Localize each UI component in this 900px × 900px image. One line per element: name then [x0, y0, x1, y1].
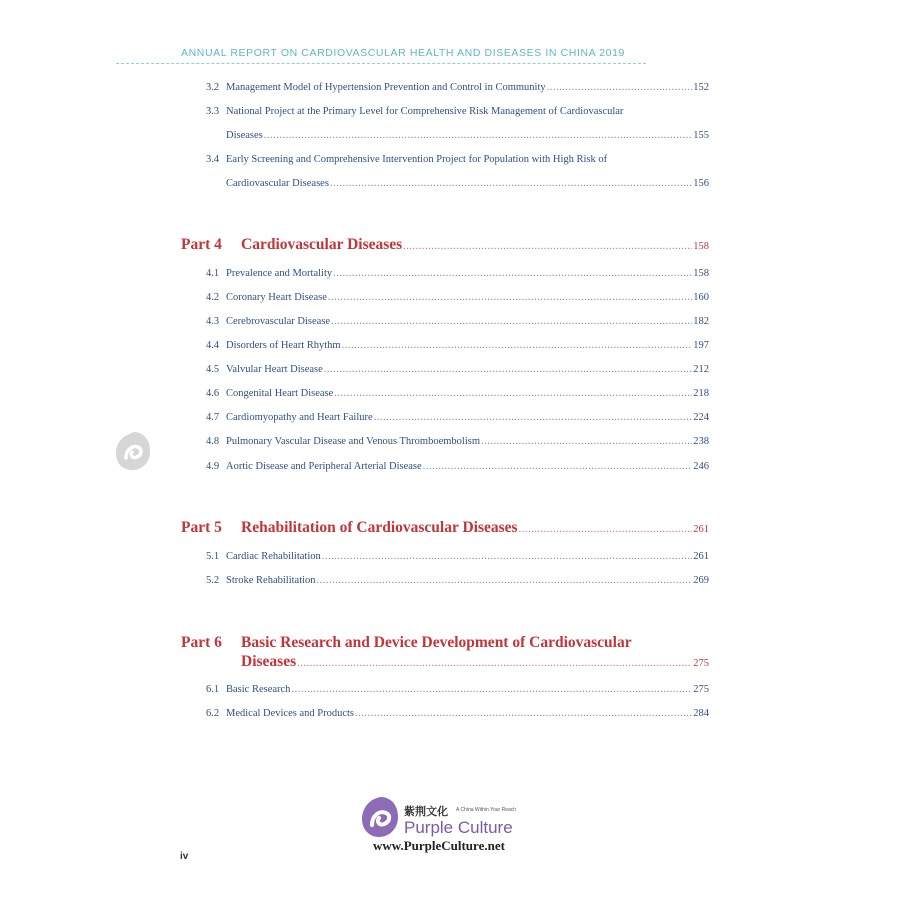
part-title-continuation: Diseases	[241, 653, 297, 670]
toc-part-5-heading[interactable]	[181, 519, 709, 539]
toc-entry-4-8[interactable]	[206, 436, 709, 452]
toc-entry-3-3[interactable]	[206, 106, 709, 122]
dot-leader	[334, 388, 692, 399]
entry-title: Aortic Disease and Peripheral Arterial Disease	[226, 461, 422, 472]
entry-title: Coronary Heart Disease	[226, 292, 327, 303]
entry-page: 261	[693, 551, 709, 562]
entry-title: Pulmonary Vascular Disease and Venous Thromboembolism	[226, 436, 481, 447]
entry-title-continuation: Cardiovascular Diseases	[226, 178, 329, 189]
entry-title: Basic Research	[226, 684, 291, 695]
toc-entry-5-1[interactable]	[206, 551, 709, 567]
entry-title: Cardiomyopathy and Heart Failure	[226, 412, 373, 423]
entry-page: 275	[693, 684, 709, 695]
dot-leader	[547, 82, 693, 93]
entry-page: 197	[693, 340, 709, 351]
toc-entry-3-4-continuation[interactable]	[226, 178, 709, 194]
dot-leader	[481, 436, 692, 447]
watermark-url: www.PurpleCulture.net	[373, 838, 505, 853]
header-dashed-rule	[116, 63, 646, 64]
toc-entry-4-6[interactable]	[206, 388, 709, 404]
entry-page: 212	[693, 364, 709, 375]
entry-number: 4.9	[206, 461, 220, 472]
entry-title: Disorders of Heart Rhythm	[226, 340, 341, 351]
dot-leader	[330, 178, 692, 189]
toc-part-4-heading[interactable]	[181, 236, 709, 256]
dot-leader	[374, 412, 693, 423]
dot-leader	[403, 241, 692, 252]
toc-entry-4-5[interactable]	[206, 364, 709, 380]
part-title: Basic Research and Device Development of Cardiovascular	[241, 634, 632, 651]
entry-page: 218	[693, 388, 709, 399]
entry-title: Congenital Heart Disease	[226, 388, 334, 399]
entry-title: Stroke Rehabilitation	[226, 575, 316, 586]
watermark-tagline: A China Within Your Reach	[456, 807, 517, 813]
toc-entry-4-9[interactable]	[206, 461, 709, 477]
dot-leader	[264, 130, 693, 141]
entry-title: Cardiac Rehabilitation	[226, 551, 321, 562]
entry-title: National Project at the Primary Level for Comprehensive Risk Management of Cardiovascular	[226, 106, 624, 117]
entry-number: 3.2	[206, 82, 220, 93]
entry-page: 269	[693, 575, 709, 586]
entry-title: Valvular Heart Disease	[226, 364, 323, 375]
part-label: Part 4	[181, 236, 222, 253]
part-page: 275	[693, 658, 709, 669]
entry-page: 160	[693, 292, 709, 303]
entry-number: 3.3	[206, 106, 220, 117]
dot-leader	[297, 658, 692, 669]
entry-number: 3.4	[206, 154, 220, 165]
entry-number: 4.4	[206, 340, 220, 351]
entry-number: 4.3	[206, 316, 220, 327]
watermark-brand: Purple Culture	[404, 818, 513, 837]
entry-number: 5.2	[206, 575, 220, 586]
dot-leader	[317, 575, 693, 586]
entry-page: 156	[693, 178, 709, 189]
toc-entry-4-4[interactable]	[206, 340, 709, 356]
part-label: Part 6	[181, 634, 222, 651]
dot-leader	[355, 708, 692, 719]
entry-title: Medical Devices and Products	[226, 708, 355, 719]
page-number: iv	[180, 851, 189, 862]
entry-page: 182	[693, 316, 709, 327]
entry-number: 6.1	[206, 684, 220, 695]
entry-number: 5.1	[206, 551, 220, 562]
toc-entry-3-3-continuation[interactable]	[226, 130, 709, 146]
entry-title: Cerebrovascular Disease	[226, 316, 331, 327]
entry-page: 246	[693, 461, 709, 472]
toc-entry-6-2[interactable]	[206, 708, 709, 724]
toc-entry-5-2[interactable]	[206, 575, 709, 591]
part-label: Part 5	[181, 519, 222, 536]
entry-number: 4.6	[206, 388, 220, 399]
entry-number: 4.1	[206, 268, 220, 279]
toc-entry-4-3[interactable]	[206, 316, 709, 332]
dot-leader	[519, 524, 693, 535]
side-watermark-logo-icon	[114, 430, 152, 472]
purple-culture-logo-icon	[360, 795, 400, 839]
part-title: Rehabilitation of Cardiovascular Diseases	[241, 519, 518, 536]
dot-leader	[423, 461, 693, 472]
toc-entry-3-4[interactable]	[206, 154, 709, 170]
toc-entry-4-2[interactable]	[206, 292, 709, 308]
entry-number: 4.8	[206, 436, 220, 447]
entry-page: 152	[693, 82, 709, 93]
entry-page: 158	[693, 268, 709, 279]
dot-leader	[291, 684, 692, 695]
entry-title: Early Screening and Comprehensive Intervention Project for Population with High Risk of	[226, 154, 608, 165]
entry-title: Management Model of Hypertension Prevention and Control in Community	[226, 82, 546, 93]
watermark-brand-cn: 紫荆文化	[404, 805, 448, 818]
entry-number: 4.7	[206, 412, 220, 423]
entry-page: 284	[693, 708, 709, 719]
toc-entry-3-2[interactable]	[206, 82, 709, 98]
dot-leader	[342, 340, 693, 351]
part-title: Cardiovascular Diseases	[241, 236, 403, 253]
dot-leader	[333, 268, 692, 279]
toc-entry-4-7[interactable]	[206, 412, 709, 428]
entry-page: 155	[693, 130, 709, 141]
entry-title-continuation: Diseases	[226, 130, 263, 141]
entry-number: 6.2	[206, 708, 220, 719]
entry-page: 224	[693, 412, 709, 423]
entry-title: Prevalence and Mortality	[226, 268, 333, 279]
running-header: ANNUAL REPORT ON CARDIOVASCULAR HEALTH AND DISEASES IN CHINA 2019	[181, 47, 625, 59]
toc-entry-4-1[interactable]	[206, 268, 709, 284]
toc-part-6-heading[interactable]	[181, 634, 632, 652]
entry-page: 238	[693, 436, 709, 447]
dot-leader	[331, 316, 692, 327]
part-page: 158	[693, 241, 709, 252]
dot-leader	[322, 551, 692, 562]
entry-number: 4.5	[206, 364, 220, 375]
dot-leader	[324, 364, 692, 375]
entry-number: 4.2	[206, 292, 220, 303]
toc-part-6-heading-continuation[interactable]	[241, 653, 709, 673]
toc-entry-6-1[interactable]	[206, 684, 709, 700]
part-page: 261	[693, 524, 709, 535]
dot-leader	[328, 292, 692, 303]
